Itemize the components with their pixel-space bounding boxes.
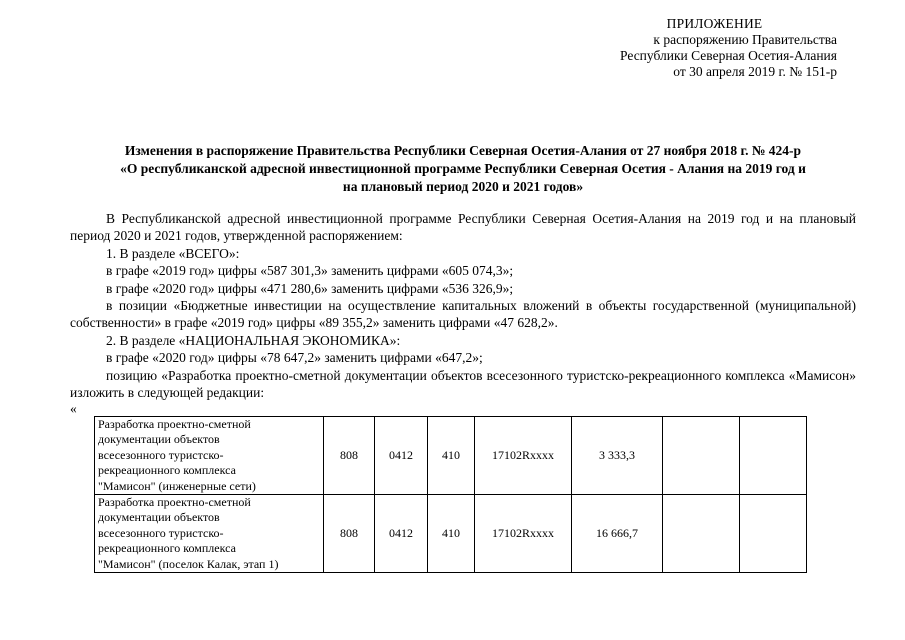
table-cell-section-code: 0412	[375, 495, 428, 573]
annex-line-1: к распоряжению Правительства	[653, 32, 837, 47]
table-cell-empty	[740, 417, 807, 495]
document-title	[68, 142, 858, 196]
name-line: документации объектов	[98, 510, 220, 525]
item-1-line-1: в графе «2019 год» цифры «587 301,3» заменить цифрами «605 074,3»;	[106, 263, 514, 279]
name-line: Разработка проектно-сметной	[98, 417, 251, 431]
item-1-heading: 1. В разделе «ВСЕГО»:	[106, 245, 240, 261]
investment-table	[94, 416, 807, 573]
name-line: всесезонного туристско-	[98, 525, 224, 540]
table-cell-target-code: 17102Rxxxx	[475, 417, 572, 495]
table-cell-section-code: 0412	[375, 417, 428, 495]
table-cell-empty	[663, 495, 740, 573]
table-cell-ministry-code: 808	[324, 495, 375, 573]
opening-quote: «	[70, 401, 77, 416]
name-line: Разработка проектно-сметной	[98, 495, 251, 510]
table-cell-ministry-code: 808	[324, 417, 375, 495]
intro-paragraph: В Республиканской адресной инвестиционной программе Республики Северная Осетия-Алания на 2019 год и на плановый период 2020 и 2021 годов, утвержденной распоряжением:	[70, 211, 856, 244]
item-1-line-3: в позиции «Бюджетные инвестиции на осуществление капитальных вложений в объекты государственной (муниципальной) собственности» в графе «2019 год» цифры «89 355,2» заменить цифрами «47 628,2».	[70, 298, 856, 331]
name-line: "Мамисон" (инженерные сети)	[98, 478, 256, 493]
table-cell-amount: 16 666,7	[572, 495, 663, 573]
item-1-line-2: в графе «2020 год» цифры «471 280,6» заменить цифрами «536 326,9»;	[106, 280, 514, 296]
table-row	[95, 417, 807, 495]
name-line: рекреационного комплекса	[98, 463, 236, 478]
name-line: рекреационного комплекса	[98, 541, 236, 556]
item-2-heading: 2. В разделе «НАЦИОНАЛЬНАЯ ЭКОНОМИКА»:	[106, 332, 401, 348]
table-cell-amount: 3 333,3	[572, 417, 663, 495]
item-2-line-2: позицию «Разработка проектно-сметной документации объектов всесезонного туристско-рекреационного комплекса «Мамисон» изложить в следующей редакции:	[70, 367, 856, 401]
annex-line-3: от 30 апреля 2019 г. № 151-р	[673, 64, 837, 79]
table-cell-target-code: 17102Rxxxx	[475, 495, 572, 573]
table-cell-expense-type: 410	[428, 417, 475, 495]
table-cell-empty	[740, 495, 807, 573]
name-line: документации объектов	[98, 432, 220, 447]
annex-header	[620, 16, 837, 80]
table-cell-empty	[663, 417, 740, 495]
table-row	[95, 495, 807, 573]
table-cell-name	[95, 495, 324, 573]
title-line-3: на плановый период 2020 и 2021 годов»	[342, 179, 584, 194]
document-body	[70, 210, 856, 401]
table-cell-expense-type: 410	[428, 495, 475, 573]
annex-label: ПРИЛОЖЕНИЕ	[666, 16, 763, 31]
item-2-line-1: в графе «2020 год» цифры «78 647,2» заменить цифрами «647,2»;	[106, 350, 483, 366]
table-cell-name	[95, 417, 324, 495]
title-line-2: «О республиканской адресной инвестиционной программе Республики Северная Осетия - Алания на 2019 год и	[120, 161, 806, 176]
annex-line-2: Республики Северная Осетия-Алания	[620, 48, 837, 63]
title-line-1: Изменения в распоряжение Правительства Республики Северная Осетия-Алания от 27 ноября 2018 г. № 424-р	[124, 143, 802, 158]
name-line: всесезонного туристско-	[98, 447, 224, 462]
name-line: "Мамисон" (поселок Калак, этап 1)	[98, 556, 279, 571]
